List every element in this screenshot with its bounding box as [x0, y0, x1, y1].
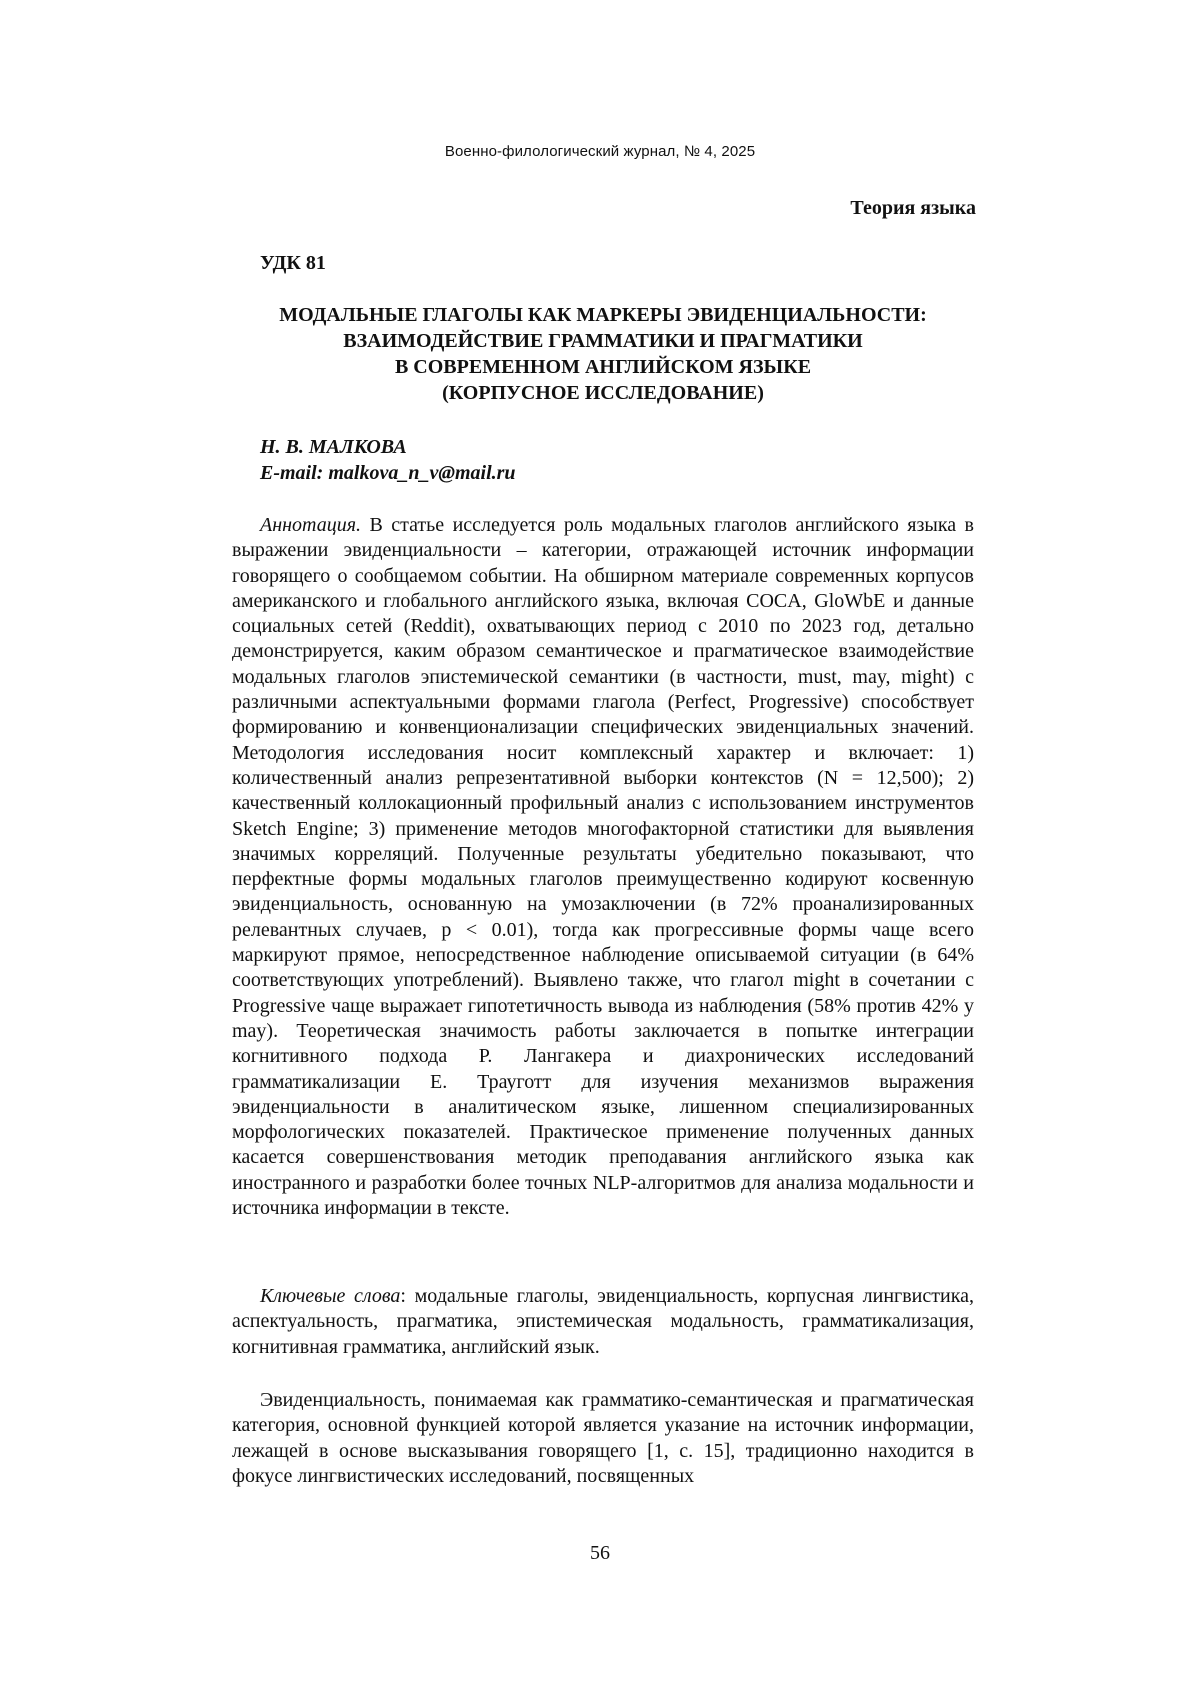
abstract-label: Аннотация.: [260, 514, 362, 536]
body-text: [232, 1388, 974, 1489]
keywords: [232, 1284, 974, 1360]
udk-code: УДК 81: [260, 252, 326, 274]
article-title: [232, 302, 974, 406]
page-number: 56: [590, 1542, 610, 1564]
abstract-text: В статье исследуется роль модальных глаголов английского языка в выражении эвиденциальности – категории, отражающей источник информации говорящего о сообщаемом событии. На обширном материале современных корпусов американского и глобального английского языка, включая COCA, GloWbE и данные социальных сетей (Reddit), охватывающих период с 2010 по 2023 год, детально демонстрируется, каким образом семантическое и прагматическое взаимодействие модальных глаголов эпистемической семантики (в частности, must, may, might) с различными аспектуальными формами глагола (Perfect, Progressive) способствует формированию и конвенционализации специфических эвиденциальных значений. Методология исследования носит комплексный характер и включает: 1) количественный анализ репрезентативной выборки контекстов (N = 12,500); 2) качественный коллокационный профильный анализ с использованием инструментов Sketch Engine; 3) применение методов многофакторной статистики для выявления значимых корреляций. Полученные результаты убедительно показывают, что перфектные формы модальных глаголов преимущественно кодируют косвенную эвиденциальность, основанную на умозаключении (в 72% проанализированных релевантных случаев, p < 0.01), тогда как прогрессивные формы чаще всего маркируют прямое, непосредственное наблюдение описываемой ситуации (в 64% соответствующих употреблений). Выявлено также, что глагол might в сочетании с Progressive чаще выражает гипотетичность вывода из наблюдения (58% против 42% у may). Теоретическая значимость работы заключается в попытке интеграции когнитивного подхода Р. Лангакера и диахронических исследований грамматикализации Е. Трауготт для изучения механизмов выражения эвиденциальности в аналитическом языке, лишенном специализированных морфологических показателей. Практическое применение полученных данных касается совершенствования методик преподавания английского языка как иностранного и разработки более точных NLP-алгоритмов для анализа модальности и источника информации в тексте.: [232, 514, 974, 1220]
title-line: МОДАЛЬНЫЕ ГЛАГОЛЫ КАК МАРКЕРЫ ЭВИДЕНЦИАЛЬНОСТИ:: [279, 304, 927, 326]
author-name: Н. В. МАЛКОВА: [260, 436, 407, 458]
author-email: E-mail: malkova_n_v@mail.ru: [260, 462, 516, 484]
abstract: [232, 513, 974, 1221]
section-title: Теория языка: [850, 197, 976, 219]
title-line: ВЗАИМОДЕЙСТВИЕ ГРАММАТИКИ И ПРАГМАТИКИ: [343, 330, 863, 352]
keywords-label: Ключевые слова: [260, 1285, 401, 1307]
keywords-text: : модальные глаголы, эвиденциальность, корпусная лингвистика, аспектуальность, прагматика, эпистемическая модальность, грамматикализация, когнитивная грамматика, английский язык.: [232, 1285, 974, 1358]
title-line: В СОВРЕМЕННОМ АНГЛИЙСКОМ ЯЗЫКЕ: [394, 356, 812, 378]
author-block: [260, 434, 516, 486]
title-line: (КОРПУСНОЕ ИССЛЕДОВАНИЕ): [442, 382, 764, 404]
journal-header: Военно-филологический журнал, № 4, 2025: [444, 143, 756, 160]
body-paragraph: Эвиденциальность, понимаемая как грамматико-семантическая и прагматическая категория, основной функцией которой является указание на источник информации, лежащей в основе высказывания говорящего [1, с. 15], традиционно находится в фокусе лингвистических исследований, посвященных: [232, 1389, 974, 1487]
